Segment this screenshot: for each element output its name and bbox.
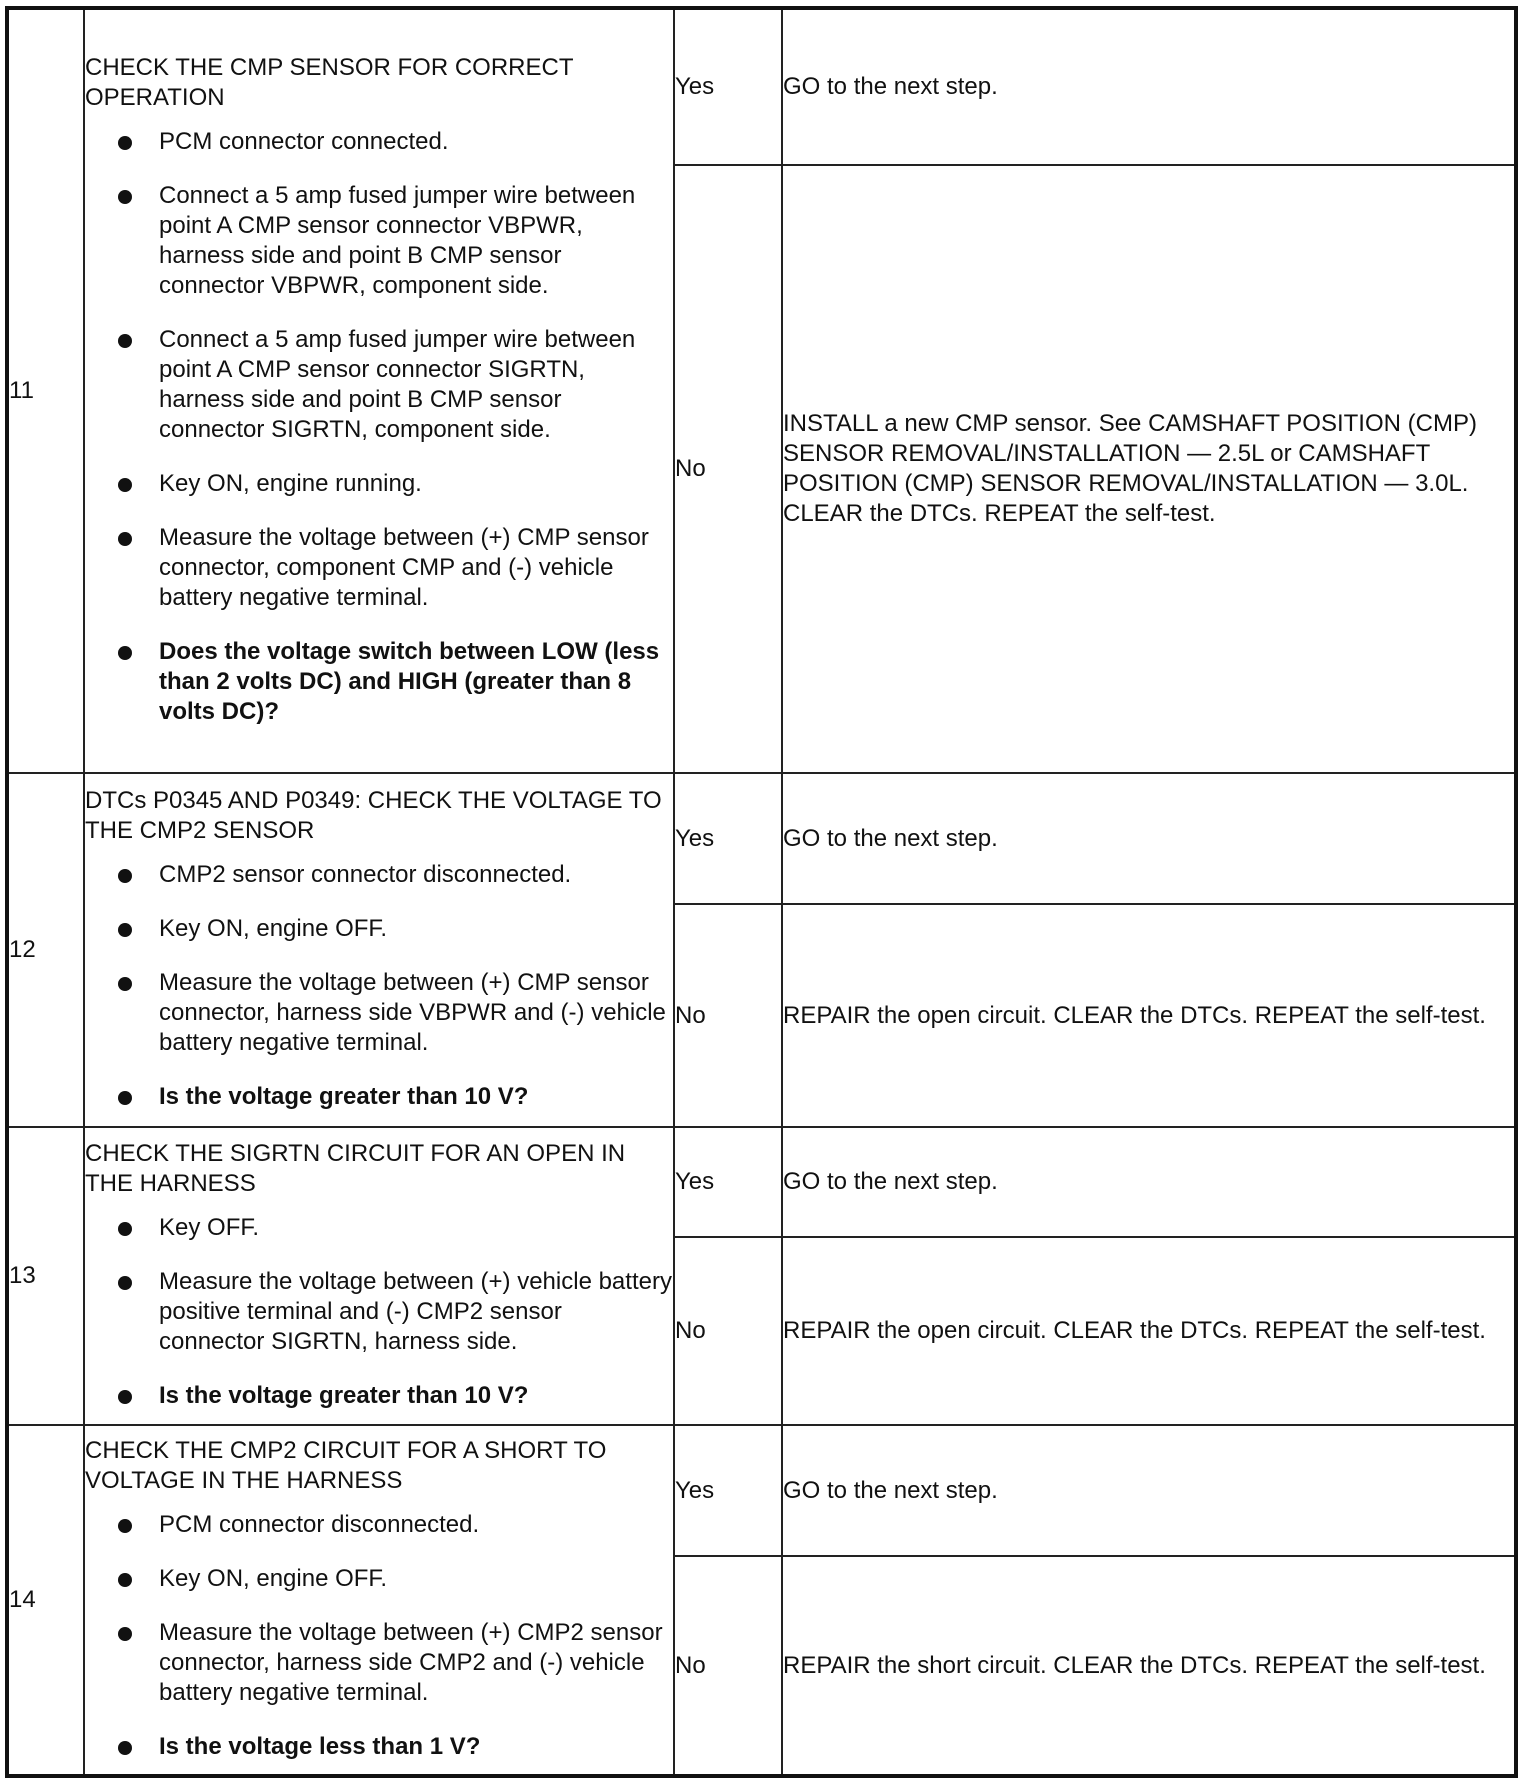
step-row-11-yes — [7, 8, 1516, 165]
test-step-bullet: Key OFF. — [159, 1213, 673, 1243]
no-action: INSTALL a new CMP sensor. See CAMSHAFT POSITION (CMP) SENSOR REMOVAL/INSTALLATION — 2.5L or CAMSHAFT POSITION (CMP) SENSOR REMOVAL/INSTALLATION — 3.0L. CLEAR the DTCs. REPEAT the self-test. — [782, 165, 1516, 773]
test-step-question: Is the voltage greater than 10 V? — [159, 1082, 673, 1112]
test-step-question: Is the voltage less than 1 V? — [159, 1732, 673, 1762]
no-result-label: No — [674, 1237, 782, 1425]
test-step-question: Is the voltage greater than 10 V? — [159, 1381, 673, 1411]
no-result-label: No — [674, 904, 782, 1127]
no-action: REPAIR the open circuit. CLEAR the DTCs. REPEAT the self-test. — [782, 1237, 1516, 1425]
test-step-bullets — [85, 127, 673, 727]
test-step-bullets — [85, 1510, 673, 1762]
test-step-cell — [84, 1425, 674, 1776]
test-step-bullet: Connect a 5 amp fused jumper wire between point A CMP sensor connector SIGRTN, harness side and point B CMP sensor connector SIGRTN, component side. — [159, 325, 673, 445]
no-action: REPAIR the open circuit. CLEAR the DTCs. REPEAT the self-test. — [782, 904, 1516, 1127]
step-row-14-yes — [7, 1425, 1516, 1556]
test-step-bullet: Key ON, engine OFF. — [159, 914, 673, 944]
test-step-bullet: Measure the voltage between (+) vehicle battery positive terminal and (-) CMP2 sensor connector SIGRTN, harness side. — [159, 1268, 672, 1355]
no-result-label: No — [674, 165, 782, 773]
test-step-bullet: CMP2 sensor connector disconnected. — [159, 860, 673, 890]
yes-result-label: Yes — [674, 1127, 782, 1237]
step-number: 12 — [7, 773, 84, 1127]
yes-result-label: Yes — [674, 1425, 782, 1556]
test-step-question: Does the voltage switch between LOW (less than 2 volts DC) and HIGH (greater than 8 volts DC)? — [159, 637, 673, 727]
test-step-title: DTCs P0345 AND P0349: CHECK THE VOLTAGE TO THE CMP2 SENSOR — [85, 787, 662, 844]
test-step-bullet: Key ON, engine OFF. — [159, 1564, 673, 1594]
yes-result-label: Yes — [674, 773, 782, 904]
test-step-cell — [84, 8, 674, 773]
test-step-bullet: Connect a 5 amp fused jumper wire between point A CMP sensor connector VBPWR, harness side and point B CMP sensor connector VBPWR, component side. — [159, 181, 673, 301]
test-step-cell — [84, 1127, 674, 1425]
no-action: REPAIR the short circuit. CLEAR the DTCs. REPEAT the self-test. — [782, 1556, 1516, 1776]
step-number: 13 — [7, 1127, 84, 1425]
diagnostic-procedure-sheet — [0, 6, 1516, 1776]
yes-action: GO to the next step. — [782, 1425, 1516, 1556]
test-step-bullet: Key ON, engine running. — [159, 469, 673, 499]
yes-action: GO to the next step. — [782, 773, 1516, 904]
yes-action: GO to the next step. — [782, 1127, 1516, 1237]
test-step-title: CHECK THE CMP2 CIRCUIT FOR A SHORT TO VOLTAGE IN THE HARNESS — [85, 1437, 607, 1494]
diagnostic-table — [5, 6, 1518, 1778]
test-step-bullet: Measure the voltage between (+) CMP2 sensor connector, harness side CMP2 and (-) vehicle battery negative terminal. — [159, 1618, 673, 1708]
test-step-bullets — [85, 1213, 673, 1411]
no-result-label: No — [674, 1556, 782, 1776]
yes-result-label: Yes — [674, 8, 782, 165]
step-number: 14 — [7, 1425, 84, 1776]
step-number: 11 — [7, 8, 84, 773]
step-row-13-yes — [7, 1127, 1516, 1237]
test-step-bullet: Measure the voltage between (+) CMP sensor connector, harness side VBPWR and (-) vehicle battery negative terminal. — [159, 968, 673, 1058]
test-step-bullet: PCM connector connected. — [159, 127, 673, 157]
step-row-12-yes — [7, 773, 1516, 904]
test-step-title: CHECK THE SIGRTN CIRCUIT FOR AN OPEN IN THE HARNESS — [85, 1140, 626, 1197]
test-step-bullet: Measure the voltage between (+) CMP sensor connector, component CMP and (-) vehicle battery negative terminal. — [159, 523, 673, 613]
test-step-bullet: PCM connector disconnected. — [159, 1510, 673, 1540]
test-step-cell — [84, 773, 674, 1127]
yes-action: GO to the next step. — [782, 8, 1516, 165]
test-step-bullets — [85, 860, 673, 1112]
test-step-title: CHECK THE CMP SENSOR FOR CORRECT OPERATION — [85, 54, 574, 111]
